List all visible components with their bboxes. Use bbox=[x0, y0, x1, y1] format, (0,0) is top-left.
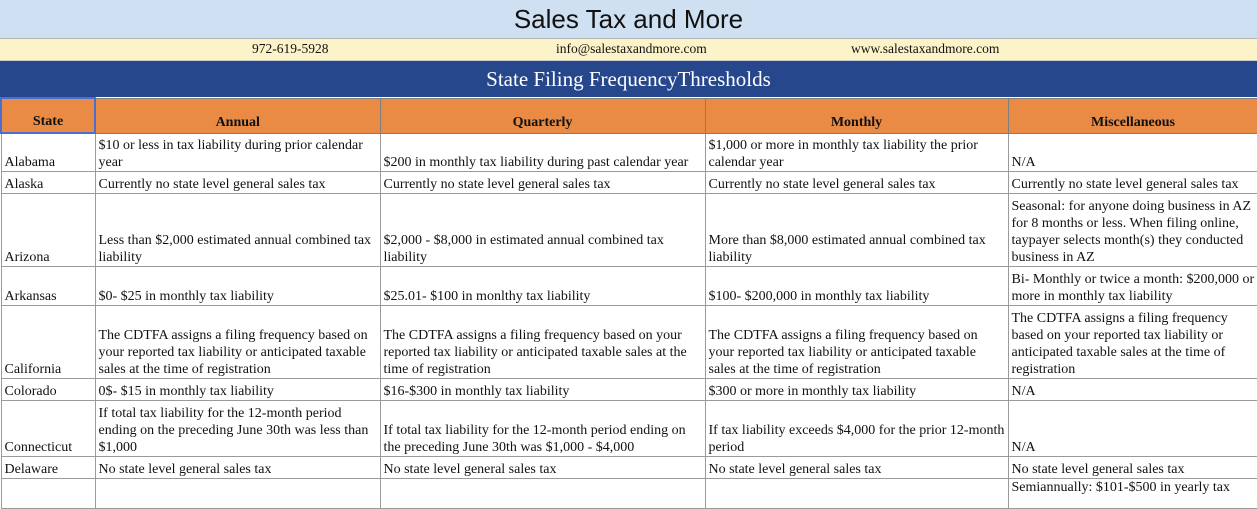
state-cell[interactable]: Alabama bbox=[1, 133, 95, 171]
misc-cell[interactable]: No state level general sales tax bbox=[1008, 456, 1257, 478]
table-row bbox=[1, 378, 1257, 400]
quarterly-cell[interactable]: If total tax liability for the 12-month period ending on the preceding June 30th was $1,000 - $4,000 bbox=[380, 400, 705, 456]
table-row bbox=[1, 266, 1257, 305]
monthly-cell[interactable]: $300 or more in monthly tax liability bbox=[705, 378, 1008, 400]
misc-cell[interactable]: Seasonal: for anyone doing business in AZ for 8 months or less. When filing online, taypayer selects month(s) they conducted business in AZ bbox=[1008, 193, 1257, 266]
quarterly-cell[interactable] bbox=[380, 478, 705, 508]
phone-cell[interactable]: 972-619-5928 bbox=[252, 41, 329, 56]
annual-cell[interactable]: The CDTFA assigns a filing frequency based on your reported tax liability or anticipated taxable sales at the time of registration bbox=[95, 305, 380, 378]
state-cell[interactable]: Delaware bbox=[1, 456, 95, 478]
annual-cell[interactable]: Less than $2,000 estimated annual combined tax liability bbox=[95, 193, 380, 266]
quarterly-cell[interactable]: $2,000 - $8,000 in estimated annual combined tax liability bbox=[380, 193, 705, 266]
column-header-annual[interactable]: Annual bbox=[95, 98, 380, 133]
quarterly-cell[interactable]: No state level general sales tax bbox=[380, 456, 705, 478]
quarterly-cell[interactable]: $16-$300 in monthly tax liability bbox=[380, 378, 705, 400]
state-cell[interactable]: Arkansas bbox=[1, 266, 95, 305]
table-row bbox=[1, 400, 1257, 456]
monthly-cell[interactable]: More than $8,000 estimated annual combined tax liability bbox=[705, 193, 1008, 266]
misc-cell[interactable]: N/A bbox=[1008, 133, 1257, 171]
misc-cell[interactable]: Semiannually: $101-$500 in yearly tax bbox=[1008, 478, 1257, 508]
email-cell[interactable]: info@salestaxandmore.com bbox=[556, 41, 707, 56]
state-cell[interactable]: California bbox=[1, 305, 95, 378]
monthly-cell[interactable]: No state level general sales tax bbox=[705, 456, 1008, 478]
table-row bbox=[1, 171, 1257, 193]
misc-cell[interactable]: Currently no state level general sales tax bbox=[1008, 171, 1257, 193]
annual-cell[interactable]: Currently no state level general sales tax bbox=[95, 171, 380, 193]
contact-row bbox=[0, 39, 1257, 61]
state-cell[interactable]: Arizona bbox=[1, 193, 95, 266]
column-header-state[interactable]: State bbox=[1, 98, 95, 133]
thresholds-table bbox=[0, 97, 1257, 509]
state-cell[interactable]: Alaska bbox=[1, 171, 95, 193]
table-row bbox=[1, 193, 1257, 266]
annual-cell[interactable]: $10 or less in tax liability during prior calendar year bbox=[95, 133, 380, 171]
table-row bbox=[1, 478, 1257, 508]
misc-cell[interactable]: N/A bbox=[1008, 400, 1257, 456]
annual-cell[interactable] bbox=[95, 478, 380, 508]
monthly-cell[interactable]: Currently no state level general sales tax bbox=[705, 171, 1008, 193]
column-header-monthly[interactable]: Monthly bbox=[705, 98, 1008, 133]
annual-cell[interactable]: $0- $25 in monthly tax liability bbox=[95, 266, 380, 305]
quarterly-cell[interactable]: $25.01- $100 in monlthy tax liability bbox=[380, 266, 705, 305]
monthly-cell[interactable]: If tax liability exceeds $4,000 for the prior 12-month period bbox=[705, 400, 1008, 456]
website-cell[interactable]: www.salestaxandmore.com bbox=[851, 41, 1000, 56]
section-banner[interactable]: State Filing FrequencyThresholds bbox=[0, 61, 1257, 97]
state-cell[interactable]: Colorado bbox=[1, 378, 95, 400]
quarterly-cell[interactable]: $200 in monthly tax liability during past calendar year bbox=[380, 133, 705, 171]
column-header-quarterly[interactable]: Quarterly bbox=[380, 98, 705, 133]
annual-cell[interactable]: If total tax liability for the 12-month period ending on the preceding June 30th was less than $1,000 bbox=[95, 400, 380, 456]
sheet-title[interactable]: Sales Tax and More bbox=[0, 0, 1257, 39]
quarterly-cell[interactable]: The CDTFA assigns a filing frequency based on your reported tax liability or anticipated taxable sales at the time of registration bbox=[380, 305, 705, 378]
monthly-cell[interactable]: $100- $200,000 in monthly tax liability bbox=[705, 266, 1008, 305]
state-cell[interactable]: Connecticut bbox=[1, 400, 95, 456]
misc-cell[interactable]: Bi- Monthly or twice a month: $200,000 or more in monthly tax liability bbox=[1008, 266, 1257, 305]
misc-cell[interactable]: The CDTFA assigns a filing frequency based on your reported tax liability or anticipated taxable sales at the time of registration bbox=[1008, 305, 1257, 378]
column-header-miscellaneous[interactable]: Miscellaneous bbox=[1008, 98, 1257, 133]
table-row bbox=[1, 456, 1257, 478]
state-cell[interactable] bbox=[1, 478, 95, 508]
annual-cell[interactable]: No state level general sales tax bbox=[95, 456, 380, 478]
table-row bbox=[1, 305, 1257, 378]
annual-cell[interactable]: 0$- $15 in monthly tax liability bbox=[95, 378, 380, 400]
misc-cell[interactable]: N/A bbox=[1008, 378, 1257, 400]
monthly-cell[interactable] bbox=[705, 478, 1008, 508]
quarterly-cell[interactable]: Currently no state level general sales tax bbox=[380, 171, 705, 193]
table-row bbox=[1, 133, 1257, 171]
monthly-cell[interactable]: The CDTFA assigns a filing frequency based on your reported tax liability or anticipated taxable sales at the time of registration bbox=[705, 305, 1008, 378]
header-row bbox=[1, 98, 1257, 133]
monthly-cell[interactable]: $1,000 or more in monthly tax liability the prior calendar year bbox=[705, 133, 1008, 171]
